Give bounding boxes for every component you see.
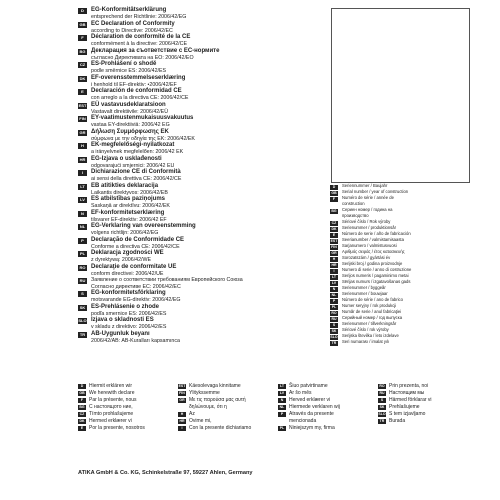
language-code-badge: LT [331,274,337,279]
declaration-entry [78,75,300,89]
statement-row [178,425,278,432]
language-code-badge: P [330,299,338,304]
language-code-badge: BG [331,208,337,213]
statement-row [178,390,278,397]
language-code-badge: P [78,238,87,244]
declaration-text [87,210,167,224]
declaration-entry [78,183,300,197]
language-code-badge: P [278,412,286,417]
language-code-badge: H [178,412,186,417]
serial-label-text: Serienummer / tillverkningsår [342,321,397,326]
statement-text: Härmed förklarar vi [389,397,432,403]
declaration-directive: odgovarajući smjernici: 2006/42 EU [91,162,175,169]
declaration-entry [78,277,300,290]
statement-row [378,418,478,425]
declaration-text [87,317,166,331]
language-code-badge: LV [78,197,87,203]
language-code-badge: TR [379,419,385,423]
serial-label-list [330,184,480,346]
language-code-badge: GB [79,391,85,395]
statement-text: Ar šo mēs [289,390,312,396]
declaration-title: EG-Konformitätserklärung [91,7,167,13]
declaration-title: Izjava o skladnosti ES [91,317,154,323]
statement-row [78,383,178,390]
declaration-title: EY-vaatimustenmukaisuusvakuutus [91,115,194,121]
declaration-title: Declaração de Conformidade CE [91,236,185,243]
declaration-title: EB atitikties deklaracija [91,182,159,189]
statement-text: Burada [389,418,406,424]
language-code-badge: RO [79,264,86,270]
declaration-entry [78,169,300,183]
serial-label-text: construction [342,201,365,206]
declaration-text [87,169,181,183]
declaration-title: Deklaracja zgodności WE [91,250,164,256]
declaration-entry [78,34,300,48]
declaration-statement-columns [78,383,478,432]
statement-text: S tem izjavljamo [389,411,426,417]
language-code-badge: I [78,170,87,176]
language-code-badge: FIN [179,391,185,395]
declaration-entry [78,7,300,21]
statement-text: Hermed erklærer vi [89,418,132,424]
statement-row [78,404,178,411]
statement-row [178,404,278,411]
statement-row [378,383,478,390]
statement-row [378,411,478,418]
declaration-entry [78,156,300,170]
statement-text: Ylitykssemme [189,390,220,396]
declaration-directive: a irányelvnek megfelelően: 2006/42 EK [91,149,184,155]
language-code-badge: FIN [331,244,337,249]
serial-label-text: Număr de serie / anul fabricaţiei [342,309,402,314]
statement-row [78,418,178,425]
declaration-text [87,21,175,35]
serial-label-text: Sarjanumero / valmistusvuosi [342,243,397,248]
statement-text: Tímto prohlašujeme [89,411,134,417]
declaration-directive: Согласно директиве ЕС: 2006/42/EС [91,283,181,290]
language-code-badge: SLO [330,334,338,339]
language-code-badge: BG [79,405,85,409]
statement-text: Par la présente, nous [89,397,137,403]
serial-label-text: Serienummer / produktionsår [342,225,396,230]
language-code-badge: RO [379,384,385,388]
statement-text: Με τις παρούσα μας αυτή [189,397,246,403]
language-code-badge: LT [78,184,87,190]
declaration-list [78,7,300,344]
declaration-directive: motsvarande EG-direktiv: 2006/42/EG [91,297,181,303]
statement-row [378,404,478,411]
language-code-badge: N [278,398,286,403]
statement-row [378,390,478,397]
statement-text: Herved erklærer vi [289,397,331,403]
language-code-badge: GR [179,398,185,402]
statement-row [78,425,178,432]
language-code-badge: TR [79,331,86,337]
serial-label-text: Serial number / year of construction [342,189,409,194]
declaration-text [87,34,190,48]
serial-label-text: Seriennummer / Baujahr [342,183,388,188]
language-code-badge: CZ [79,62,86,67]
language-code-badge: PL [79,251,86,256]
declaration-title: ES-Prohlášení o shodě [91,61,157,67]
statement-text: Hiermit erklären wir [89,383,133,389]
declaration-text [87,61,166,75]
declaration-directive: tilsvarer EF-direktiv: 2006/42 EF [91,216,167,223]
declaration-title: EG-Verklaring van overeenstemming [91,223,196,229]
statement-column [278,383,378,432]
serial-label-text: Serijska številka / leto izdelave [342,333,399,338]
statement-row [278,383,378,390]
language-code-badge: S [330,323,338,328]
language-code-badge: RU [379,391,385,395]
language-code-badge: SLO [78,318,87,323]
declaration-entry [78,21,300,35]
statement-text: Prin prezenta, noi [389,383,429,389]
declaration-directive: 2006/42/AB: AB-Kuralları kapsamınca [91,337,180,344]
declaration-text [87,129,195,143]
declaration-entry [78,331,300,345]
language-code-badge: SLO [378,412,386,416]
declaration-entry [78,142,300,156]
declaration-title: EG-konformitetsförklaring [91,290,166,296]
statement-text: Šiuo patvirtiname [289,383,328,389]
serial-label-text: Numero di serie / anno di costruzione [342,267,412,272]
statement-row [78,397,178,404]
language-code-badge: CZ [331,220,337,225]
declaration-entry [78,115,300,129]
language-code-badge: I [178,426,186,431]
language-code-badge: FIN [79,116,86,121]
statement-row [178,383,278,390]
declaration-directive: i henhold til EF-direktiv: •2006/42/EF [91,81,177,88]
language-code-badge: HR [79,156,86,162]
declaration-directive: vastaa EY-direktiiviä: 2006/42 EG [91,122,170,128]
statement-row [378,397,478,404]
language-code-badge: DK [79,419,85,423]
language-code-badge: LV [331,280,337,285]
declaration-text [87,7,186,21]
language-code-badge: EST [330,238,338,243]
serial-label-text: производство [342,213,369,218]
language-code-badge: S [378,398,386,403]
language-code-badge: EST [78,102,87,108]
language-code-badge: RU [79,278,86,283]
serial-label-text: Serijos numeris / pagaminimo metai [342,273,409,278]
declaration-text [87,196,170,210]
declaration-title: Declaración de conformidad CE [91,88,182,94]
declaration-title: EK-megfelelőségi-nyilatkozat [91,142,175,148]
statement-row [278,404,378,411]
statement-text: Настоящим мы [389,390,425,396]
serial-label-text: Серийный номер / год выпуска [342,315,403,320]
declaration-text [87,223,196,237]
statement-row [278,418,378,425]
declaration-text [87,115,193,129]
declaration-directive: podle směrnice ES: 2006/42/ES [91,68,167,74]
product-image-box [331,8,470,183]
declaration-directive: Vastavalt direktiivile: 2006/42/EÜ [91,108,169,115]
statement-row [78,411,178,418]
statement-text: Käesolevaga kinnitame [189,383,241,389]
declaration-entry [78,304,300,318]
language-code-badge: E [330,233,338,238]
language-code-badge: E [78,426,86,431]
language-code-badge: DK [331,226,337,231]
language-code-badge: D [78,8,87,14]
declaration-text [87,183,168,197]
statement-text: δηλώνουμε, ότι η [189,404,227,410]
language-code-badge: TR [331,340,337,345]
declaration-directive: Saskaņā ar direktīvu: 2006/42/EK [91,203,170,209]
declaration-title: ES atbilstības paziņojums [91,196,166,202]
declaration-title: Dichiarazione CE di Conformità [91,169,181,175]
language-code-badge: GB [79,21,86,27]
statement-column [378,383,478,432]
declaration-directive: Laikantis direktyvos: 2006/42/EB [91,189,168,196]
declaration-directive: con arreglo a la directiva CE: 2006/42/CE [91,95,189,101]
serial-label-row [330,340,480,346]
language-code-badge: EST [178,384,186,388]
declaration-entry [78,48,300,62]
language-code-badge: LV [279,391,285,395]
language-code-badge: N [330,287,338,292]
declaration-title: AB-Uygunluk beyanı [91,330,150,337]
language-code-badge: F [78,35,87,41]
language-code-badge: RU [331,316,337,321]
language-code-badge: GR [331,250,337,255]
language-code-badge: DK [79,75,86,81]
language-code-badge: F [78,398,86,403]
declaration-directive: conform directivei: 2006/42/UE [91,270,164,277]
statement-row [278,425,378,432]
declaration-directive: v skladu z direktivo: 2006/42/ES [91,324,167,330]
serial-label-text: Seerianumber / valmistamisaasta [342,237,404,242]
declaration-title: EÜ vastavusdeklaratsioon [91,101,166,108]
declaration-title: EC Declaration of Conformity [91,20,175,27]
serial-label-text: Número de serie / año de fabricación [342,231,411,236]
declaration-text [87,102,168,116]
statement-text: Ovime mi, [189,418,212,424]
statement-row [278,397,378,404]
statement-text: Niniejszym my, firma [289,425,335,431]
serial-label-text: Sorozatszám / gyártási év [342,255,391,260]
language-code-badge: HR [179,419,185,423]
language-code-badge: GB [331,190,337,195]
declaration-text [87,237,184,251]
serial-label-text: Αριθμός σειράς / έτος κατασκευής [342,249,405,254]
statement-column [78,383,178,432]
language-code-badge: GR [79,129,86,135]
language-code-badge: H [78,143,87,149]
language-code-badge: H [330,257,338,262]
declaration-title: EF-overensstemmelseserklæring [91,74,186,81]
declaration-directive: ai sensi della direttiva CE: 2006/42/CE [91,176,182,182]
language-code-badge: N [78,211,87,217]
declaration-text [87,264,176,278]
language-code-badge: LT [279,384,285,388]
declaration-text [87,88,188,102]
declaration-entry [78,237,300,251]
language-code-badge: S [78,291,87,297]
declaration-text [87,75,185,89]
declaration-text [87,156,174,170]
declaration-text [87,331,180,345]
declaration-text [87,290,181,304]
declaration-title: Déclaration de conformité de la CE [91,34,191,40]
declaration-directive: volgens richtlijn: 2006/42/EG [91,230,159,236]
declaration-text [87,142,183,156]
statement-text: We herewith declare [89,390,135,396]
declaration-entry [78,129,300,143]
serial-label-text: Sériové číslo / Rok výroby [342,219,391,224]
statement-row [178,418,278,425]
language-code-badge: NL [79,224,86,229]
language-code-badge: D [78,384,86,389]
language-code-badge: SK [331,328,337,333]
serial-label-text: Serienummer / bouwjaar [342,291,388,296]
serial-label-text: Número de série / ano de fabrico [342,297,403,302]
declaration-entry [78,196,300,210]
declaration-title: EG-Izjava o usklađenosti [91,155,162,162]
declaration-entry [78,61,300,75]
serial-label-text: Сериен номер / година на [342,207,393,212]
declaration-directive: Заявление о соответствии требованиям Европейского Союза [91,277,243,283]
language-code-badge: CZ [79,412,85,416]
language-code-badge: SK [379,405,385,409]
serial-label-text: Numer seryjny / rok produkcji [342,303,397,308]
declaration-entry [78,102,300,116]
language-code-badge: RO [331,310,337,315]
statement-text: Prehlašujeme [389,404,420,410]
declaration-text [87,250,164,264]
statement-column [178,383,278,432]
declaration-title: Δήλωση Συμμόρφωσης ΕΚ [91,128,169,135]
declaration-entry [78,210,300,224]
language-code-badge: D [330,185,338,190]
language-code-badge: NL [279,405,285,409]
declaration-directive: podľa smernice ES: 2006/42/ES [91,310,167,317]
declaration-entry [78,264,300,278]
language-code-badge: NL [331,292,337,297]
statement-text: Hiermede verklaren wij [289,404,340,410]
declaration-text [87,304,166,318]
declaration-directive: conformément à la directive: 2006/42/CE [91,41,187,47]
declaration-directive: σύμφωνα με την οδηγία της ΕΚ: 2006/42/EK [91,135,195,142]
declaration-text [87,48,219,62]
language-code-badge: BG [79,48,86,54]
declaration-title: ES-Prehlásenie o zhode [91,303,160,310]
statement-text: Por la presente, nosotros [89,425,145,431]
serial-label-text: Seri numarası / imalat yılı [342,339,390,344]
statement-text: С настоящото ние, [89,404,133,410]
declaration-title: EF-konformitetserklæring [91,209,165,216]
serial-label-text: Numéro de série / année de [342,195,394,200]
language-code-badge: PL [331,304,337,309]
serial-label-text: Sériové číslo / rok výroby [342,327,389,332]
statement-row [278,411,378,418]
declaration-directive: Conforme a directiva CE: 2006/42/CE [91,243,180,250]
declaration-entry [78,88,300,102]
declaration-directive: according to Directive: 2006/42/EC [91,27,173,34]
statement-row [78,390,178,397]
language-code-badge: SK [79,304,86,310]
statement-text: Através da presente [289,411,334,417]
language-code-badge: PL [279,426,285,430]
language-code-badge: I [330,269,338,274]
manufacturer-address: ATIKA GmbH & Co. KG, Schinkelstraße 97, 59227 Ahlen, Germany [78,470,253,476]
declaration-title: Декларация за съответствие с ЕС-нормите [91,47,220,54]
declaration-entry [78,290,300,304]
serial-label-text: Sērijas numurs / izgatavošanas gads [342,279,411,284]
declaration-entry [78,223,300,237]
statement-text: Az [189,411,195,417]
declaration-directive: z dyrektywą: 2006/42/WE [91,257,152,263]
language-code-badge: HR [331,262,337,267]
declaration-entry [78,250,300,264]
declaration-directive: entsprechend der Richtlinie: 2006/42/EG [91,14,187,20]
language-code-badge: F [330,197,338,202]
statement-text: mencionada [289,418,317,424]
serial-label-text: Serienummer / byggeår [342,285,386,290]
declaration-entry [78,317,300,331]
statement-text: Con la presente dichiariamo [189,425,252,431]
declaration-directive: съгласно Директивата на ЕО: 2006/42/ЕО [91,54,194,61]
statement-row [178,411,278,418]
serial-label-text: Serijski broj / godina proizvodnje [342,261,403,266]
language-code-badge: E [78,89,87,95]
statement-row [178,397,278,404]
declaration-text [87,277,243,290]
statement-row [278,390,378,397]
declaration-title: Declaraţie de conformitate UE [91,263,177,270]
